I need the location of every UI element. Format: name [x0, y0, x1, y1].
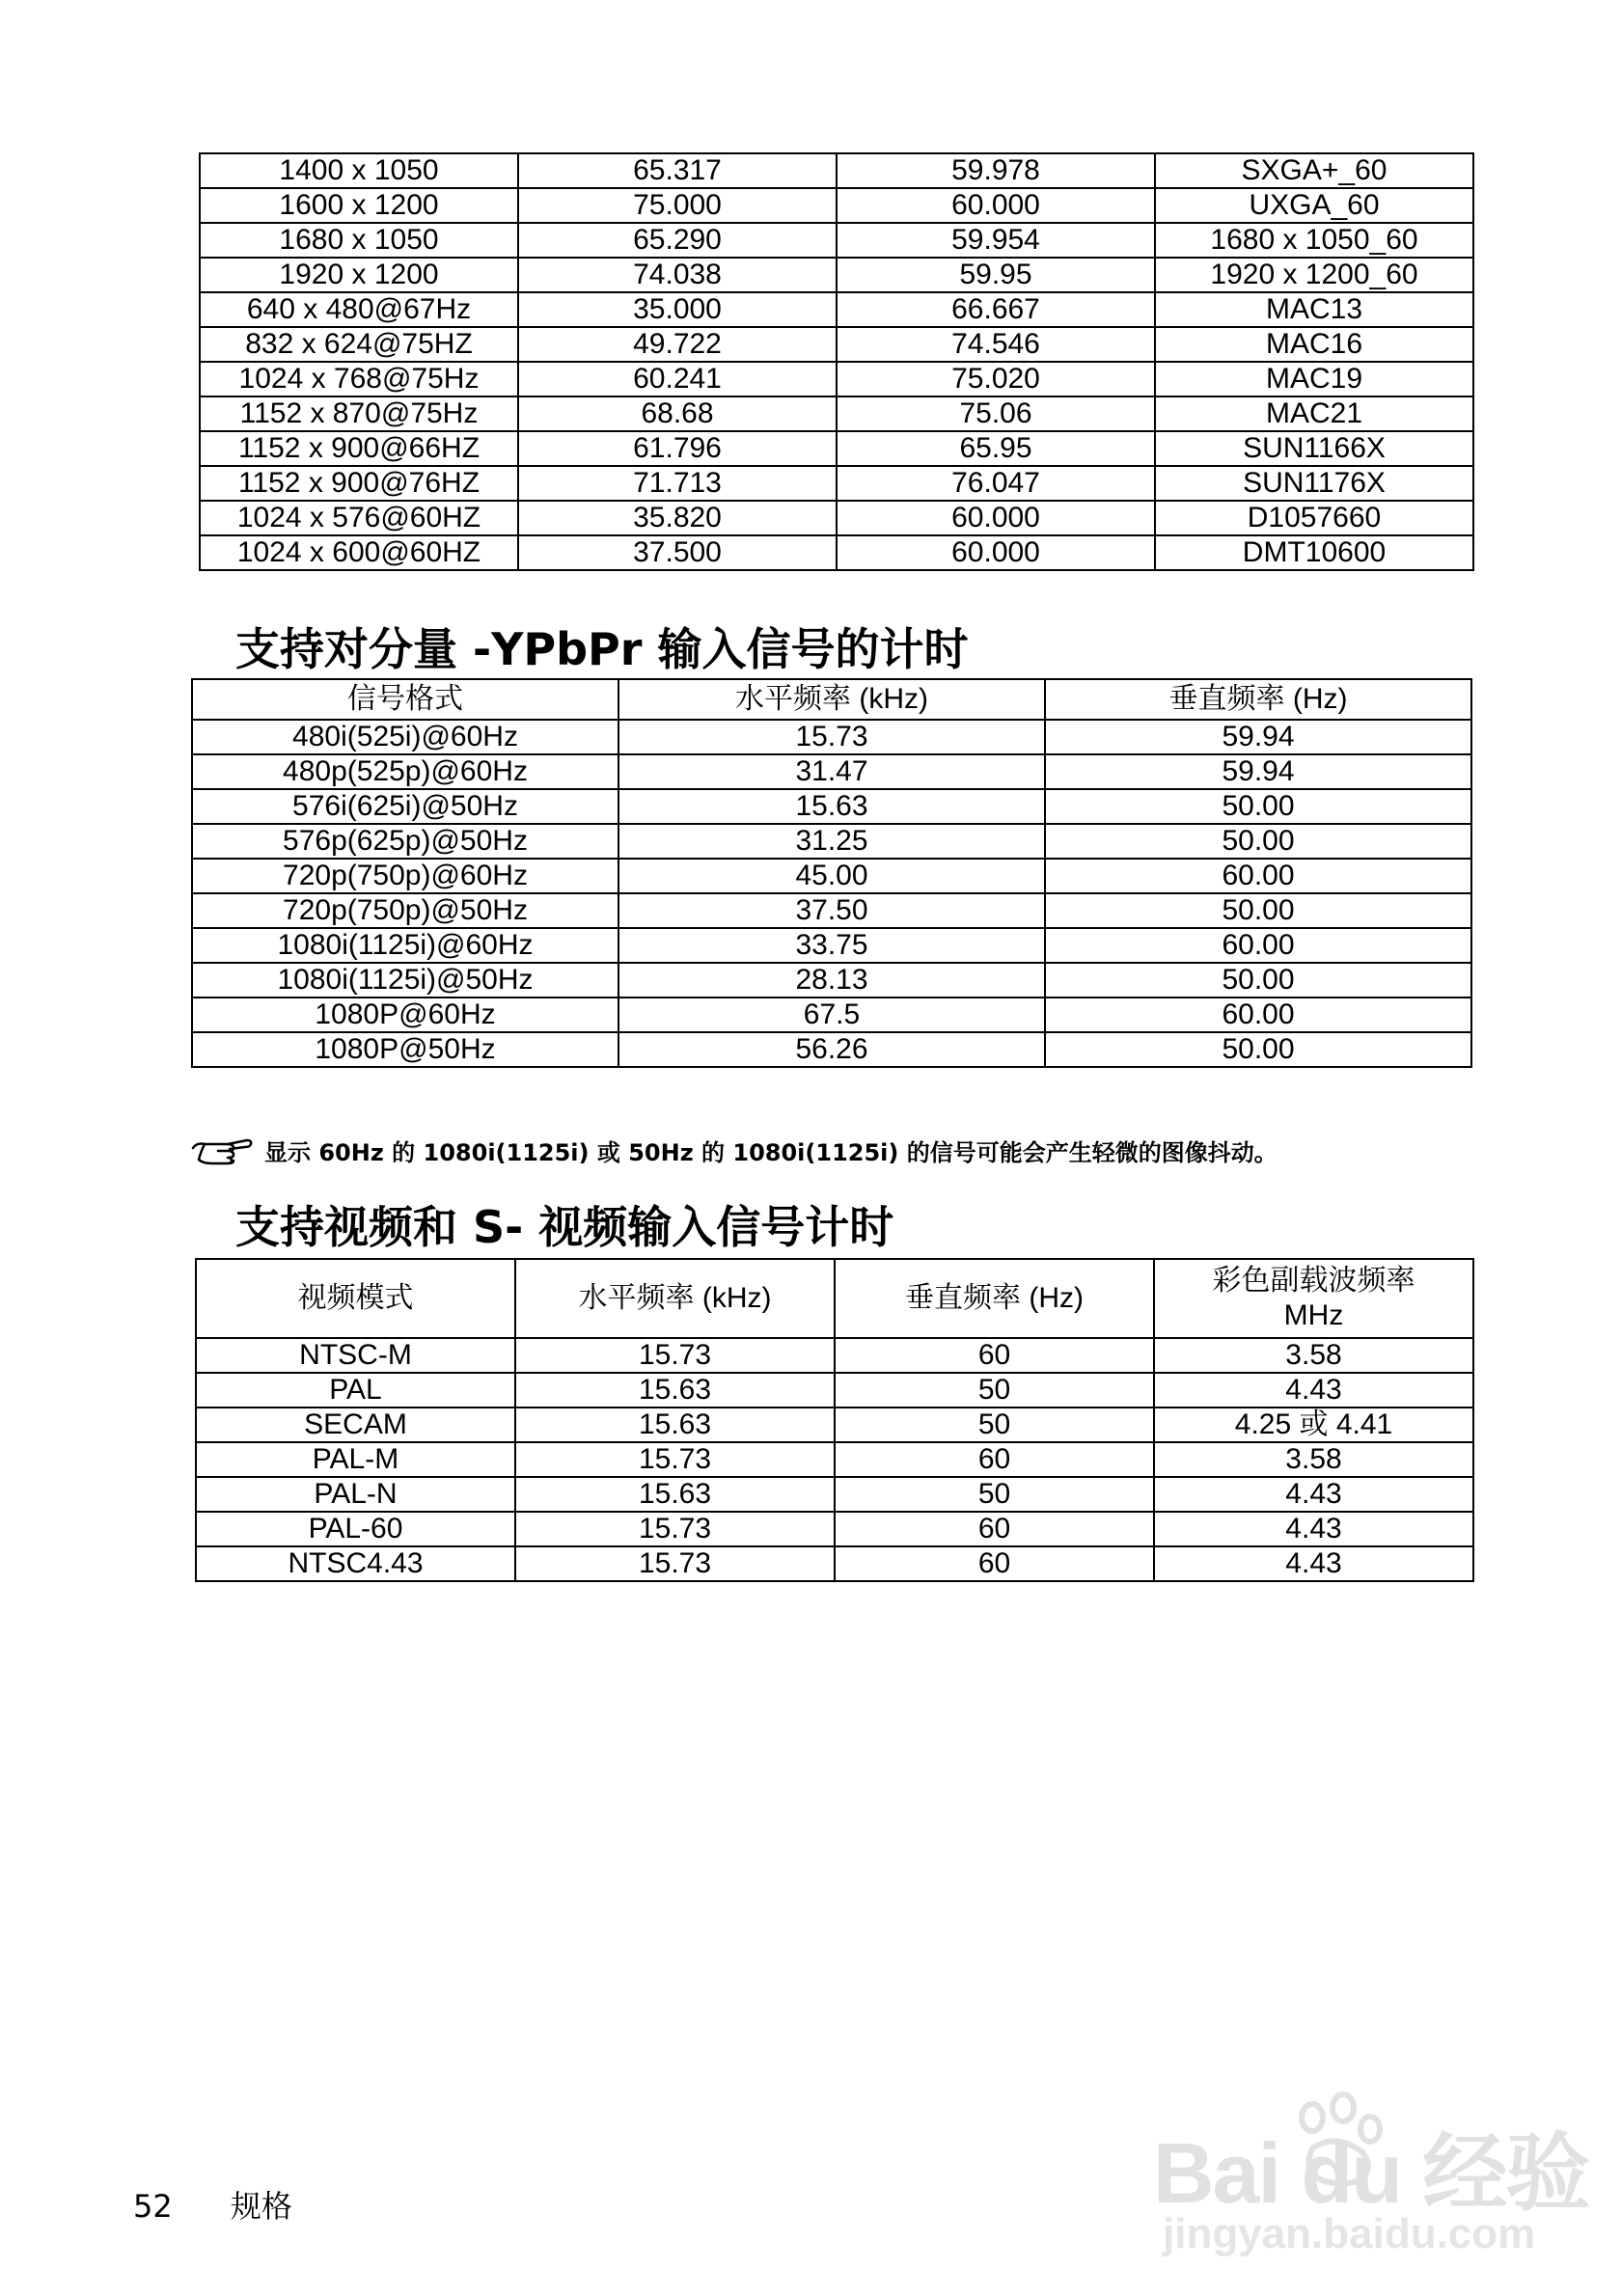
table-row — [192, 963, 1471, 998]
page-footer — [133, 2182, 292, 2227]
ypbpr-table-body — [192, 720, 1471, 1067]
footer-section-label: 规格 — [230, 2188, 292, 2225]
table-cell: 50.00 — [1045, 789, 1471, 824]
table-cell: 60 — [835, 1338, 1154, 1373]
table-cell: 50 — [835, 1408, 1154, 1442]
table-row — [192, 720, 1471, 754]
watermark-url: jingyan.baidu.com — [1163, 2210, 1536, 2257]
table-cell: 15.73 — [618, 720, 1045, 754]
ypbpr-section-title: 支持对分量 -YPbPr 输入信号的计时 — [235, 623, 969, 675]
watermark-brand: Bai du 经验 — [1153, 2125, 1589, 2221]
table-cell: SUN1166X — [1155, 431, 1473, 466]
table-cell: 1024 x 600@60HZ — [200, 535, 518, 570]
table-row — [200, 153, 1473, 188]
ypbpr-table-header — [192, 679, 1471, 720]
table-row — [196, 1477, 1473, 1512]
table-cell: 50.00 — [1045, 1032, 1471, 1067]
col-header-signal-format: 信号格式 — [192, 679, 618, 720]
table-cell: 1024 x 576@60HZ — [200, 501, 518, 535]
table-row — [200, 431, 1473, 466]
table-cell: 60.000 — [837, 535, 1155, 570]
table-cell: 59.94 — [1045, 754, 1471, 789]
table-row — [192, 928, 1471, 963]
table-cell: 1024 x 768@75Hz — [200, 362, 518, 396]
video-table-header — [196, 1259, 1473, 1338]
table-cell: 4.43 — [1154, 1373, 1473, 1408]
table-cell: PAL-M — [196, 1442, 515, 1477]
table-header-row — [192, 679, 1471, 720]
table-cell: 1080P@60Hz — [192, 998, 618, 1032]
table-cell: 576p(625p)@50Hz — [192, 824, 618, 859]
table-cell: 15.63 — [515, 1373, 835, 1408]
table-cell: 15.63 — [515, 1477, 835, 1512]
table-cell: SUN1176X — [1155, 466, 1473, 501]
table-cell: 60 — [835, 1546, 1154, 1581]
table-cell: 15.63 — [618, 789, 1045, 824]
table-cell: 1600 x 1200 — [200, 188, 518, 223]
table-cell: 59.94 — [1045, 720, 1471, 754]
table-cell: 68.68 — [518, 396, 837, 431]
table-cell: 1680 x 1050_60 — [1155, 223, 1473, 258]
table-cell: 1080i(1125i)@60Hz — [192, 928, 618, 963]
table-cell: 1400 x 1050 — [200, 153, 518, 188]
vga-table-body — [200, 153, 1473, 570]
table-cell: 60.000 — [837, 501, 1155, 535]
table-row — [192, 859, 1471, 893]
table-cell: 50.00 — [1045, 893, 1471, 928]
table-row — [196, 1442, 1473, 1477]
table-row — [196, 1512, 1473, 1546]
table-row — [200, 292, 1473, 327]
table-row — [200, 501, 1473, 535]
table-row — [196, 1546, 1473, 1581]
table-cell: DMT10600 — [1155, 535, 1473, 570]
table-cell: 4.43 — [1154, 1477, 1473, 1512]
table-cell: 15.73 — [515, 1338, 835, 1373]
table-cell: D1057660 — [1155, 501, 1473, 535]
table-cell: PAL — [196, 1373, 515, 1408]
table-cell: 576i(625i)@50Hz — [192, 789, 618, 824]
table-cell: 59.978 — [837, 153, 1155, 188]
table-cell: 60 — [835, 1512, 1154, 1546]
table-cell: 1920 x 1200 — [200, 258, 518, 292]
table-row — [196, 1408, 1473, 1442]
table-cell: 66.667 — [837, 292, 1155, 327]
table-cell: 59.95 — [837, 258, 1155, 292]
table-cell: NTSC4.43 — [196, 1546, 515, 1581]
table-cell: 1680 x 1050 — [200, 223, 518, 258]
table-cell: 35.820 — [518, 501, 837, 535]
table-row — [196, 1373, 1473, 1408]
table-cell: 74.546 — [837, 327, 1155, 362]
table-cell: SECAM — [196, 1408, 515, 1442]
table-cell: 60.00 — [1045, 859, 1471, 893]
table-cell: 1152 x 900@76HZ — [200, 466, 518, 501]
ypbpr-timing-table — [191, 678, 1472, 1068]
table-row — [200, 223, 1473, 258]
col-header-vertical-freq: 垂直频率 (Hz) — [1045, 679, 1471, 720]
table-cell: MAC19 — [1155, 362, 1473, 396]
table-cell: 45.00 — [618, 859, 1045, 893]
table-cell: 56.26 — [618, 1032, 1045, 1067]
table-cell: 74.038 — [518, 258, 837, 292]
table-cell: 50.00 — [1045, 824, 1471, 859]
table-cell: 65.290 — [518, 223, 837, 258]
table-cell: 50 — [835, 1373, 1154, 1408]
note — [189, 1134, 1278, 1167]
table-row — [192, 789, 1471, 824]
table-row — [200, 258, 1473, 292]
table-row — [200, 466, 1473, 501]
table-cell: 75.020 — [837, 362, 1155, 396]
table-cell: 50 — [835, 1477, 1154, 1512]
table-cell: 1152 x 870@75Hz — [200, 396, 518, 431]
table-cell: 75.000 — [518, 188, 837, 223]
table-cell: 640 x 480@67Hz — [200, 292, 518, 327]
table-cell: 15.73 — [515, 1546, 835, 1581]
table-cell: 50.00 — [1045, 963, 1471, 998]
table-cell: 4.43 — [1154, 1546, 1473, 1581]
table-row — [200, 362, 1473, 396]
table-row — [196, 1338, 1473, 1373]
table-cell: 60.00 — [1045, 998, 1471, 1032]
table-cell: 15.73 — [515, 1512, 835, 1546]
table-cell: 65.317 — [518, 153, 837, 188]
table-cell: 67.5 — [618, 998, 1045, 1032]
table-row — [192, 1032, 1471, 1067]
video-timing-table — [195, 1258, 1474, 1582]
table-cell: 15.63 — [515, 1408, 835, 1442]
table-cell: MAC21 — [1155, 396, 1473, 431]
col-header-horizontal-freq: 水平频率 (kHz) — [515, 1259, 835, 1338]
page-number: 52 — [133, 2188, 173, 2225]
table-cell: 59.954 — [837, 223, 1155, 258]
table-cell: 4.25 或 4.41 — [1154, 1408, 1473, 1442]
pointing-hand-icon — [189, 1134, 255, 1167]
table-row — [200, 535, 1473, 570]
col-header-video-mode: 视频模式 — [196, 1259, 515, 1338]
table-cell: 49.722 — [518, 327, 837, 362]
table-cell: 31.47 — [618, 754, 1045, 789]
table-cell: 1080P@50Hz — [192, 1032, 618, 1067]
table-row — [192, 893, 1471, 928]
table-cell: 1080i(1125i)@50Hz — [192, 963, 618, 998]
note-text: 显示 60Hz 的 1080i(1125i) 或 50Hz 的 1080i(1125i) 的信号可能会产生轻微的图像抖动。 — [264, 1139, 1278, 1166]
table-row — [192, 998, 1471, 1032]
table-cell: 60.241 — [518, 362, 837, 396]
col-header-horizontal-freq: 水平频率 (kHz) — [618, 679, 1045, 720]
table-cell: 3.58 — [1154, 1338, 1473, 1373]
video-section-title: 支持视频和 S- 视频输入信号计时 — [235, 1201, 894, 1253]
table-cell: NTSC-M — [196, 1338, 515, 1373]
table-cell: MAC13 — [1155, 292, 1473, 327]
table-cell: 60.00 — [1045, 928, 1471, 963]
watermark — [1153, 2089, 1589, 2282]
table-row — [200, 188, 1473, 223]
table-cell: 35.000 — [518, 292, 837, 327]
vga-timing-table — [199, 152, 1474, 571]
table-cell: 832 x 624@75HZ — [200, 327, 518, 362]
table-cell: UXGA_60 — [1155, 188, 1473, 223]
table-cell: 28.13 — [618, 963, 1045, 998]
table-cell: 31.25 — [618, 824, 1045, 859]
table-header-row — [196, 1259, 1473, 1338]
table-cell: PAL-60 — [196, 1512, 515, 1546]
video-table-body — [196, 1338, 1473, 1581]
table-cell: 1152 x 900@66HZ — [200, 431, 518, 466]
table-row — [200, 396, 1473, 431]
table-cell: 480i(525i)@60Hz — [192, 720, 618, 754]
table-row — [192, 824, 1471, 859]
table-cell: PAL-N — [196, 1477, 515, 1512]
table-cell: 15.73 — [515, 1442, 835, 1477]
table-cell: 37.500 — [518, 535, 837, 570]
col-header-vertical-freq: 垂直频率 (Hz) — [835, 1259, 1154, 1338]
table-cell: 480p(525p)@60Hz — [192, 754, 618, 789]
table-cell: 71.713 — [518, 466, 837, 501]
table-cell: 33.75 — [618, 928, 1045, 963]
table-row — [200, 327, 1473, 362]
table-cell: MAC16 — [1155, 327, 1473, 362]
table-cell: 65.95 — [837, 431, 1155, 466]
table-cell: 1920 x 1200_60 — [1155, 258, 1473, 292]
table-cell: 720p(750p)@60Hz — [192, 859, 618, 893]
table-cell: 76.047 — [837, 466, 1155, 501]
table-cell: 4.43 — [1154, 1512, 1473, 1546]
table-cell: SXGA+_60 — [1155, 153, 1473, 188]
table-cell: 3.58 — [1154, 1442, 1473, 1477]
table-cell: 720p(750p)@50Hz — [192, 893, 618, 928]
table-row — [192, 754, 1471, 789]
table-cell: 60.000 — [837, 188, 1155, 223]
table-cell: 75.06 — [837, 396, 1155, 431]
table-cell: 61.796 — [518, 431, 837, 466]
col-header-color-subcarrier: 彩色副载波频率 MHz — [1154, 1259, 1473, 1338]
table-cell: 60 — [835, 1442, 1154, 1477]
table-cell: 37.50 — [618, 893, 1045, 928]
